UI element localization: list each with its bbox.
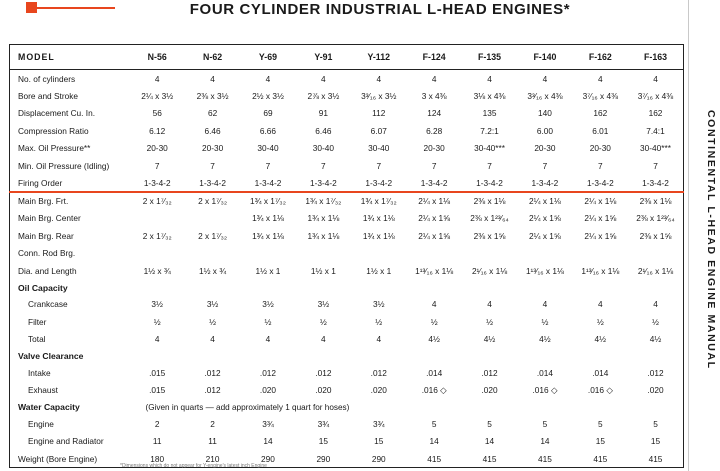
table-cell: 4 — [154, 73, 160, 84]
table-cell: 2¼ x 1⅝ — [529, 230, 561, 241]
footnote: *Dimensions which do not appear for Y-engine's latest inch Engine — [120, 463, 267, 469]
table-row — [10, 415, 684, 433]
table-cell: 3¾ — [317, 418, 330, 429]
table-cell: 7 — [598, 160, 603, 171]
table-cell — [130, 210, 185, 228]
model-header: F-124 — [406, 45, 461, 70]
table-cell: 7 — [487, 160, 492, 171]
table-cell: 2⅜ x 1⅝ — [639, 230, 672, 241]
table-body — [10, 70, 684, 468]
table-cell: 4 — [321, 73, 326, 84]
table-cell: 1¾ x 1⅛ — [307, 230, 340, 241]
row-label: Main Brg. Center — [18, 213, 81, 224]
model-header: F-135 — [462, 45, 517, 70]
table-cell: 1-3-4-2 — [240, 175, 295, 193]
section-row — [10, 280, 684, 296]
table-cell: .015 — [149, 367, 166, 378]
table-cell — [573, 245, 628, 263]
table-row — [10, 105, 684, 123]
table-cell: 2 x 1⁷⁄₃₂ — [198, 230, 228, 241]
table-cell: 1-3-4-2 — [573, 175, 628, 193]
side-running-title: CONTINENTAL L-HEAD ENGINE MANUAL — [705, 110, 717, 370]
section-spacer — [130, 280, 684, 296]
table-cell: 415 — [538, 453, 552, 464]
table-cell: 11 — [152, 436, 162, 447]
table-cell: 7.4:1 — [646, 125, 665, 136]
table-row — [10, 192, 684, 210]
row-label: Engine — [28, 418, 54, 429]
table-cell: 15 — [318, 436, 328, 447]
table-cell: 4 — [542, 73, 548, 84]
section-row — [10, 348, 684, 364]
accent-square — [26, 2, 37, 13]
table-cell: 2⅜ x 1²³⁄₆₄ — [636, 213, 675, 224]
table-cell: ½ — [264, 316, 272, 327]
row-label: Firing Order — [10, 175, 130, 193]
table-cell: ½ — [319, 316, 327, 327]
table-cell: 15 — [595, 436, 605, 447]
row-label: Min. Oil Pressure (Idling) — [18, 160, 110, 171]
table-cell: 2 x 1⁷⁄₃₂ — [142, 196, 172, 207]
table-cell: 1¾ x 1⁷⁄₃₂ — [360, 196, 397, 207]
model-header: F-162 — [573, 45, 628, 70]
table-cell: 30-40*** — [640, 143, 671, 154]
table-cell: 20-30 — [534, 143, 556, 154]
row-label: Main Brg. Frt. — [18, 196, 69, 207]
table-cell: 3½ — [372, 299, 385, 310]
table-cell: ½ — [652, 316, 659, 327]
table-cell: 2⅜ x 3½ — [196, 90, 229, 101]
accent-rule — [37, 7, 115, 9]
table-cell: 290 — [261, 453, 275, 464]
table-cell: 2¼ x 1⅝ — [584, 213, 617, 224]
table-cell: 415 — [427, 453, 442, 464]
table-cell: 6.46 — [315, 125, 332, 136]
table-cell: 4 — [542, 299, 548, 310]
row-label: Filter — [28, 316, 47, 327]
table-cell: 2¼ x 1⅝ — [529, 213, 561, 224]
table-cell: 2⅜ x 1⅛ — [639, 196, 672, 207]
table-cell: 1-3-4-2 — [296, 175, 351, 193]
table-cell: ½ — [153, 316, 161, 327]
table-cell: 1¹³⁄₁₆ x 1⅛ — [415, 265, 454, 276]
table-cell — [130, 245, 185, 263]
table-row — [10, 70, 684, 88]
table-cell: 6.07 — [370, 125, 387, 136]
table-cell: 5 — [598, 418, 603, 429]
table-cell: 4 — [376, 73, 382, 84]
table-row — [10, 245, 684, 263]
table-cell: .020 — [647, 385, 664, 396]
table-cell: 2½ x 3½ — [252, 90, 284, 101]
table-cell: 15 — [374, 436, 384, 447]
section-label: Oil Capacity — [18, 282, 68, 293]
table-cell: 3 x 4⅜ — [421, 90, 447, 101]
table-cell: 1¾ x 1⅛ — [362, 230, 395, 241]
table-cell: 20-30 — [589, 143, 611, 154]
table-cell: 4 — [210, 73, 215, 84]
table-cell — [628, 245, 683, 263]
table-cell: 6.28 — [426, 125, 443, 136]
table-cell: 1¾ x 1⅛ — [252, 213, 284, 224]
table-cell: 6.00 — [536, 125, 553, 136]
table-cell: .012 — [481, 367, 498, 378]
model-header: N-62 — [185, 45, 240, 70]
table-cell: 6.66 — [259, 125, 277, 136]
table-cell: 2⅜ x 1⅝ — [473, 230, 506, 241]
table-cell: 1-3-4-2 — [406, 175, 461, 193]
table-cell: 4 — [265, 73, 271, 84]
table-cell: 7.2:1 — [480, 125, 499, 136]
table-cell: 140 — [538, 108, 552, 119]
table-cell: 2 — [210, 418, 215, 429]
row-label: Bore and Stroke — [18, 90, 78, 101]
section-label: Water Capacity — [18, 402, 80, 412]
table-cell: 3³⁄₁₆ x 3½ — [361, 90, 397, 101]
row-label: Displacement Cu. In. — [18, 108, 96, 119]
engine-spec-table — [9, 44, 684, 468]
section-row — [10, 399, 684, 415]
table-cell: 4 — [431, 299, 437, 310]
table-cell: 30-40 — [368, 143, 390, 154]
table-cell: 2 — [154, 418, 160, 429]
table-cell: ½ — [209, 316, 217, 327]
table-cell — [185, 245, 240, 263]
row-label: No. of cylinders — [18, 73, 76, 84]
table-cell: 4 — [653, 73, 658, 84]
table-cell: 30-40 — [312, 143, 334, 154]
table-cell: 14 — [429, 436, 439, 447]
table-cell: .012 — [259, 367, 277, 378]
table-cell: 3¾ — [262, 418, 274, 429]
table-cell: 1½ x 1 — [255, 265, 281, 276]
table-cell: ½ — [541, 316, 549, 327]
table-cell: 14 — [263, 436, 273, 447]
table-cell: 3½ — [262, 299, 274, 310]
table-cell: 5 — [542, 418, 548, 429]
section-label: Valve Clearance — [18, 351, 84, 361]
table-cell: 3¾ — [372, 418, 385, 429]
table-row — [10, 296, 684, 314]
table-cell: .020 — [370, 385, 387, 396]
table-cell: 4 — [487, 73, 492, 84]
table-cell: .015 — [149, 385, 166, 396]
row-label: Conn. Rod Brg. — [18, 248, 76, 259]
table-cell: 290 — [316, 453, 331, 464]
table-cell: 124 — [427, 108, 442, 119]
table-cell: 415 — [648, 453, 663, 464]
table-cell: 1¹³⁄₁₆ x 1⅛ — [525, 265, 564, 276]
table-cell: 1¹³⁄₁₆ x 1⅛ — [581, 265, 620, 276]
table-cell: 20-30 — [146, 143, 168, 154]
table-cell: 1½ x ¾ — [143, 265, 171, 276]
table-cell — [462, 245, 517, 263]
table-row — [10, 140, 684, 158]
table-cell: 4½ — [649, 334, 662, 345]
table-cell: 14 — [540, 436, 550, 447]
table-cell: 7 — [154, 160, 160, 171]
table-cell: .012 — [204, 367, 221, 378]
table-cell: 3⁷⁄₁₆ x 4⅜ — [637, 90, 674, 101]
row-label: Exhaust — [28, 385, 58, 396]
table-cell: .020 — [259, 385, 277, 396]
table-cell: 162 — [593, 108, 608, 119]
table-row — [10, 210, 684, 228]
row-label: Total — [28, 334, 46, 345]
table-cell: 30-40*** — [474, 143, 505, 154]
table-cell — [406, 245, 461, 263]
model-header: Y-112 — [351, 45, 406, 70]
row-label: Dia. and Length — [18, 265, 77, 276]
table-cell: 1-3-4-2 — [462, 175, 517, 193]
table-cell: 1-3-4-2 — [351, 175, 406, 193]
table-cell: 4 — [598, 299, 603, 310]
table-cell: 135 — [482, 108, 497, 119]
table-cell: 11 — [208, 436, 217, 447]
table-cell: 2¹⁄₁₆ x 1⅛ — [471, 265, 508, 276]
model-header: Y-91 — [296, 45, 351, 70]
table-cell: 15 — [650, 436, 661, 447]
table-cell: 2 x 1⁷⁄₃₂ — [198, 196, 228, 207]
table-cell: 3⅛ x 4⅜ — [473, 90, 506, 101]
table-cell: 5 — [487, 418, 492, 429]
row-label: Main Brg. Rear — [18, 230, 74, 241]
table-cell: 3³⁄₁₆ x 4⅜ — [527, 90, 563, 101]
table-row — [10, 227, 684, 245]
table-cell: 14 — [484, 436, 495, 447]
table-cell: 1½ x 1 — [310, 265, 336, 276]
table-cell: ½ — [596, 316, 604, 327]
table-row — [10, 175, 684, 193]
table-cell: 2¼ x 1⅛ — [418, 196, 451, 207]
table-cell: 91 — [318, 108, 328, 119]
table-cell: .012 — [370, 367, 387, 378]
table-row — [10, 382, 684, 400]
table-cell: 2 x 1⁷⁄₃₂ — [142, 230, 172, 241]
table-cell: 3½ — [317, 299, 330, 310]
row-label: Weight (Bore Engine) — [18, 453, 98, 464]
table-cell: ½ — [486, 316, 493, 327]
model-header: Y-69 — [240, 45, 295, 70]
table-cell: 4 — [210, 334, 215, 345]
table-cell: .014 — [426, 367, 443, 378]
table-cell: 2¼ x 1⅛ — [584, 196, 617, 207]
table-cell: 4 — [653, 299, 658, 310]
table-cell: 5 — [431, 418, 437, 429]
page-title: FOUR CYLINDER INDUSTRIAL L-HEAD ENGINES* — [189, 1, 571, 18]
table-row — [10, 313, 684, 331]
table-cell: 112 — [372, 108, 386, 119]
row-label: Intake — [28, 367, 51, 378]
table-cell: .016 ◇ — [587, 385, 613, 396]
table-cell: 4½ — [594, 334, 607, 345]
row-label: Max. Oil Pressure** — [18, 143, 91, 154]
table-cell: 1-3-4-2 — [517, 175, 572, 193]
table-cell: 6.46 — [204, 125, 221, 136]
table-cell: .020 — [315, 385, 332, 396]
table-row — [10, 87, 684, 105]
table-row — [10, 157, 684, 175]
table-cell: 2⅜ x 1²³⁄₆₄ — [470, 213, 509, 224]
table-cell: 20-30 — [201, 143, 224, 154]
table-cell: 3½ — [206, 299, 219, 310]
table-cell — [240, 245, 295, 263]
table-cell: 2¼ x 1⅝ — [584, 230, 617, 241]
table-cell: 6.12 — [149, 125, 166, 136]
table-cell: 62 — [207, 108, 218, 119]
table-cell: 4 — [598, 73, 603, 84]
model-header: F-140 — [517, 45, 572, 70]
table-row — [10, 433, 684, 451]
table-cell: 7 — [542, 160, 548, 171]
table-cell: 7 — [653, 160, 658, 171]
table-row — [10, 262, 684, 280]
table-cell: 1¾ x 1⁷⁄₃₂ — [305, 196, 342, 207]
table-cell: 30-40 — [257, 143, 279, 154]
table-cell: 7 — [265, 160, 271, 171]
table-cell: 2⅜ x 1⅛ — [473, 196, 506, 207]
table-cell: 1¾ x 1⅛ — [362, 213, 395, 224]
table-cell: 4 — [431, 73, 437, 84]
table-cell: 1-3-4-2 — [185, 175, 240, 193]
table-cell: 7 — [431, 160, 437, 171]
table-cell: 290 — [371, 453, 386, 464]
table-cell: .014 — [536, 367, 553, 378]
table-cell: 3½ — [151, 299, 163, 310]
table-cell: 2¼ x 1⅝ — [418, 230, 451, 241]
table-cell: 1-3-4-2 — [628, 175, 683, 193]
table-cell: .014 — [592, 367, 609, 378]
table-header-row — [10, 45, 684, 70]
table-cell: 4 — [487, 299, 492, 310]
page-edge-rule — [688, 0, 689, 471]
model-column-header: MODEL — [10, 45, 130, 70]
table-cell: 4½ — [428, 334, 440, 345]
table-cell: 2¹⁄₁₆ x 1⅛ — [637, 265, 674, 276]
table-cell: 415 — [482, 453, 497, 464]
table-cell: 3⁷⁄₁₆ x 4⅜ — [582, 90, 619, 101]
table-cell: .020 — [481, 385, 498, 396]
table-cell: 4 — [321, 334, 326, 345]
table-cell: 7 — [321, 160, 326, 171]
table-cell: 2⅞ x 3½ — [307, 90, 340, 101]
table-cell: 1¾ x 1⅛ — [307, 213, 340, 224]
table-cell: 4 — [154, 334, 160, 345]
table-cell: 1½ x ¾ — [198, 265, 227, 276]
table-cell: 5 — [653, 418, 658, 429]
table-cell: .016 ◇ — [532, 385, 558, 396]
table-cell: 4 — [265, 334, 271, 345]
table-cell: 210 — [205, 453, 220, 464]
row-label: Compression Ratio — [18, 125, 89, 136]
table-cell — [296, 245, 351, 263]
table-cell: 162 — [648, 108, 663, 119]
table-row — [10, 364, 684, 382]
table-cell — [351, 245, 406, 263]
table-cell: 2¼ x 1⅝ — [418, 213, 451, 224]
table-cell: 4½ — [483, 334, 496, 345]
table-cell: 20-30 — [423, 143, 445, 154]
table-cell: 415 — [593, 453, 608, 464]
section-spacer — [130, 348, 684, 364]
section-note: (Given in quarts — add approximately 1 quart for hoses) — [145, 402, 350, 412]
row-label: Crankcase — [28, 299, 68, 310]
table-cell — [517, 245, 572, 263]
table-cell: 1-3-4-2 — [130, 175, 185, 193]
table-cell — [185, 210, 240, 228]
table-cell: 7 — [376, 160, 382, 171]
table-cell: ½ — [430, 316, 438, 327]
table-row — [10, 450, 684, 468]
table-cell: 4 — [376, 334, 382, 345]
table-cell: 4½ — [539, 334, 551, 345]
table-cell: 2¼ x 1⅛ — [529, 196, 561, 207]
table-cell: .012 — [647, 367, 664, 378]
table-cell: 2¼ x 3½ — [141, 90, 174, 101]
model-header: F-163 — [628, 45, 683, 70]
table-cell: .016 ◇ — [421, 385, 447, 396]
table-cell: .012 — [204, 385, 221, 396]
table-cell: ½ — [375, 316, 383, 327]
table-cell: 7 — [210, 160, 215, 171]
table-cell: 1½ x 1 — [366, 265, 392, 276]
table-row — [10, 331, 684, 349]
table-cell: .012 — [315, 367, 332, 378]
table-cell: 69 — [263, 108, 273, 119]
table-cell: 180 — [150, 453, 165, 464]
table-cell: 56 — [152, 108, 162, 119]
table-row — [10, 122, 684, 140]
table-cell: 1¾ x 1⁷⁄₃₂ — [250, 196, 286, 207]
table-cell: 6.01 — [592, 125, 609, 136]
table-cell: 1¾ x 1⅛ — [252, 230, 284, 241]
model-header: N-56 — [130, 45, 185, 70]
row-label: Engine and Radiator — [28, 436, 104, 447]
